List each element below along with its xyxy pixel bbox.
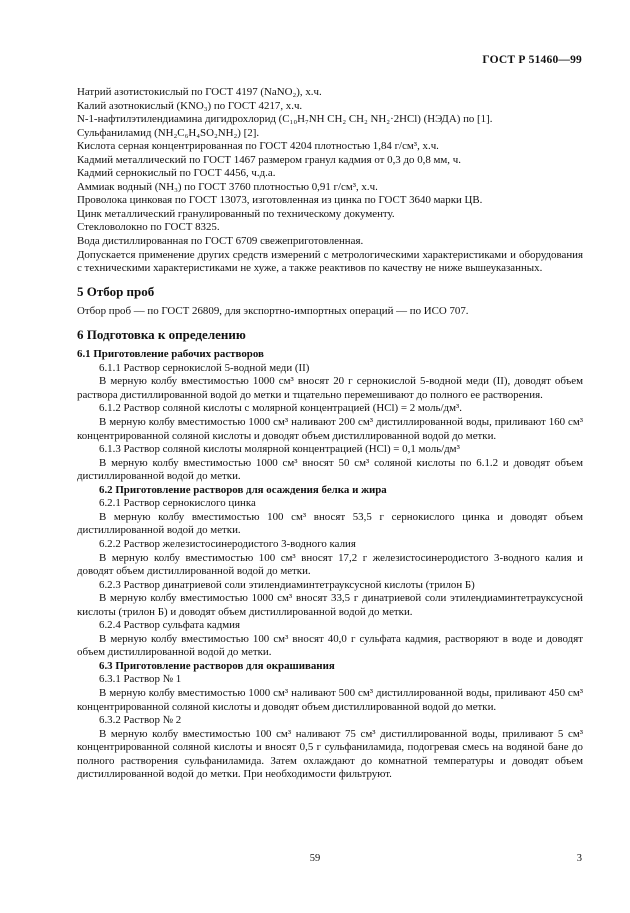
reagent-item: N-1-нафтилэтилендиамина дигидрохлорид (C₁₀H₇NH CH₂ CH₂ NH₂·2HCl) (НЭДА) по [1]. <box>77 113 493 126</box>
standard-header: ГОСТ Р 51460—99 <box>482 54 582 66</box>
clause-title: 6.2.4 Раствор сульфата кадмия <box>99 619 241 632</box>
subsection-6-1-heading: 6.1 Приготовление рабочих растворов <box>77 348 264 361</box>
subsection-6-2-heading: 6.2 Приготовление растворов для осаждения белка и жира <box>99 483 387 496</box>
clause-title: 6.1.1 Раствор сернокислой 5-водной меди (II) <box>99 361 310 374</box>
clause-body: В мерную колбу вместимостью 100 см³ наливают 75 см³ дистиллированной воды, приливают 5 см³ концентрированной соляной кислоты и вносят 0,5 г сульфаниламида, подогревая смесь на водяной бане до полного растворения сульфаниламида. Затем охлаждают до комнатной температуры и доводят объем дистиллированной водой до метки. При необходимости фильтруют. <box>77 727 583 781</box>
clause-body: В мерную колбу вместимостью 1000 см³ вносят 20 г сернокислой 5-водной меди (II), доводят объем раствора дистиллированной водой до метки и тщательно перемешивают до полного ее растворения. <box>77 375 583 401</box>
clause-body: В мерную колбу вместимостью 1000 см³ вносят 50 см³ соляной кислоты по 6.1.2 и доводят объем дистиллированной водой до метки. <box>77 456 583 483</box>
section-5-text: Отбор проб — по ГОСТ 26809, для экспортно-импортных операций — по ИСО 707. <box>77 305 469 318</box>
clause-title: 6.3.2 Раствор № 2 <box>99 714 182 727</box>
clause-body: В мерную колбу вместимостью 1000 см³ вносят 33,5 г динатриевой соли этилендиаминтетрауксусной кислоты (трилон Б) и доводят объем дистиллированной водой до метки. <box>77 592 583 618</box>
reagent-item: Стекловолокно по ГОСТ 8325. <box>77 221 220 234</box>
clause-title: 6.3.1 Раствор № 1 <box>99 673 182 686</box>
reagent-item: Сульфаниламид (NH₂C₆H₄SO₂NH₂) [2]. <box>77 126 260 139</box>
section-5-heading: 5 Отбор проб <box>77 283 155 299</box>
clause-body: В мерную колбу вместимостью 1000 см³ наливают 500 см³ дистиллированной воды, приливают 450 см³ концентрированной соляной кислоты и доводят объем дистиллированной водой до метки. <box>77 686 583 713</box>
page-number: 59 <box>309 853 321 864</box>
clause-title: 6.2.2 Раствор железистосинеродистого 3-водного калия <box>99 537 356 550</box>
note-paragraph: Допускается применение других средств измерений с метрологическими характеристиками и оборудования с техническими характеристиками не хуже, а также реактивов по качеству не ниже вышеуказанных. <box>77 248 583 275</box>
clause-title: 6.1.2 Раствор соляной кислоты с молярной концентрацией (HCl) = 2 моль/дм³. <box>99 402 462 415</box>
reagent-item: Кислота серная концентрированная по ГОСТ 4204 плотностью 1,84 г/см³, х.ч. <box>77 140 439 153</box>
clause-body: В мерную колбу вместимостью 100 см³ вносят 40,0 г сульфата кадмия, растворяют в воде и доводят объем дистиллированной водой до метки. <box>77 632 583 659</box>
reagent-item: Кадмий сернокислый по ГОСТ 4456, ч.д.а. <box>77 167 276 180</box>
section-6-heading: 6 Подготовка к определению <box>77 326 246 342</box>
clause-body: В мерную колбу вместимостью 1000 см³ наливают 200 см³ дистиллированной воды, приливают 160 см³ концентрированной соляной кислоты и доводят объем дистиллированной водой до метки. <box>77 416 583 442</box>
clause-body: В мерную колбу вместимостью 100 см³ вносят 17,2 г железистосинеродистого 3-водного калия и доводят объем дистиллированной водой до метки. <box>77 551 583 578</box>
clause-title: 6.2.1 Раствор сернокислого цинка <box>99 497 256 510</box>
reagent-item: Натрий азотистокислый по ГОСТ 4197 (NaNO₂), х.ч. <box>77 86 322 98</box>
reagent-item: Цинк металлический гранулированный по техническому документу. <box>77 207 395 220</box>
sheet-number: 3 <box>576 853 582 864</box>
page-content <box>77 86 583 782</box>
subsection-6-3-heading: 6.3 Приготовление растворов для окрашивания <box>99 659 335 672</box>
clause-title: 6.2.3 Раствор динатриевой соли этилендиаминтетрауксусной кислоты (трилон Б) <box>99 578 475 591</box>
reagent-item: Аммиак водный (NH₃) по ГОСТ 3760 плотностью 0,91 г/см³, х.ч. <box>77 180 378 193</box>
clause-title: 6.1.3 Раствор соляной кислоты молярной концентрацией (HCl) = 0,1 моль/дм³ <box>99 443 460 456</box>
reagent-item: Кадмий металлический по ГОСТ 1467 размером гранул кадмия от 0,3 до 0,8 мм, ч. <box>77 153 461 166</box>
reagent-item: Вода дистиллированная по ГОСТ 6709 свежеприготовленная. <box>77 235 364 248</box>
reagent-item: Калий азотнокислый (KNO₃) по ГОСТ 4217, х.ч. <box>77 99 303 112</box>
reagent-item: Проволока цинковая по ГОСТ 13073, изготовленная из цинка по ГОСТ 3640 марки ЦВ. <box>77 194 483 207</box>
clause-body: В мерную колбу вместимостью 100 см³ вносят 53,5 г сернокислого цинка и доводят объем дистиллированной водой до метки. <box>77 510 583 537</box>
reagent-list <box>77 86 583 249</box>
